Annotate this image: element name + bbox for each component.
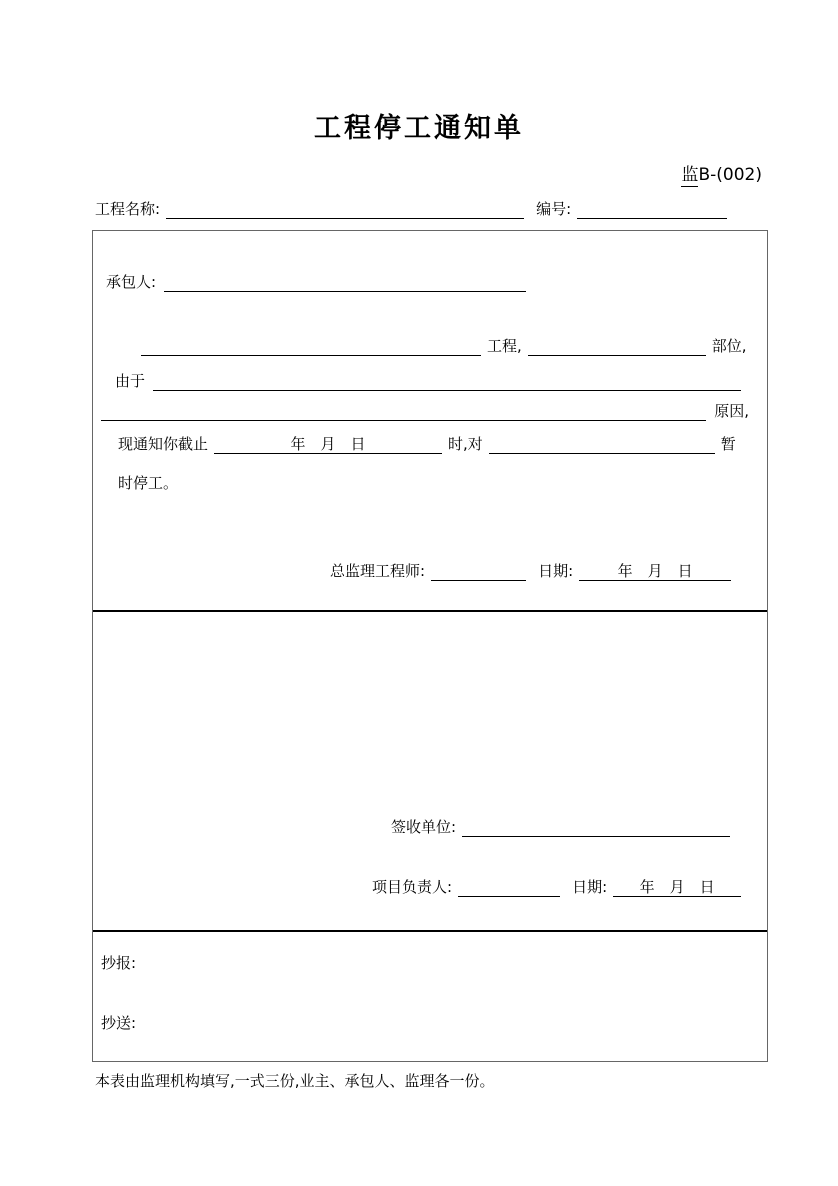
project-name-blank xyxy=(166,199,524,219)
copy-report-label: 抄报: xyxy=(101,954,137,972)
receiving-unit-blank xyxy=(462,817,730,837)
suspend-target-blank xyxy=(489,434,715,454)
time-infix: 时,对 xyxy=(448,435,483,453)
header-row xyxy=(95,199,727,219)
deadline-date-blank: 年 月 日 xyxy=(214,434,442,454)
reason-suffix: 原因, xyxy=(714,402,749,420)
chief-engineer-row xyxy=(330,561,731,581)
receiving-unit-row xyxy=(391,817,730,837)
suspend-wrap-text: 时停工。 xyxy=(118,474,179,492)
receipt-section xyxy=(93,612,767,932)
suspend-tail: 暂 xyxy=(720,435,736,453)
part-blank xyxy=(528,336,706,356)
number-label: 编号: xyxy=(536,200,572,218)
contractor-blank xyxy=(164,272,526,292)
page-title: 工程停工通知单 xyxy=(314,113,524,144)
because-row xyxy=(115,371,741,391)
chief-engineer-blank xyxy=(431,561,526,581)
copy-send-label: 抄送: xyxy=(101,1014,137,1032)
receipt-date-blank: 年 月 日 xyxy=(613,877,741,897)
notice-row xyxy=(118,434,736,454)
footer-note: 本表由监理机构填写,一式三份,业主、承包人、监理各一份。 xyxy=(95,1072,495,1090)
notice-date-blank: 年 月 日 xyxy=(579,561,731,581)
copies-section xyxy=(93,932,767,1059)
number-blank xyxy=(577,199,727,219)
contractor-row xyxy=(106,272,526,292)
because-label: 由于 xyxy=(115,372,146,390)
because-blank xyxy=(153,371,741,391)
form-code-rest: B-(002) xyxy=(698,165,762,185)
project-manager-row xyxy=(372,877,741,897)
suspend-wrap-row xyxy=(118,473,178,493)
receiving-unit-label: 签收单位: xyxy=(391,818,457,836)
engineering-blank xyxy=(141,336,481,356)
form-code xyxy=(681,160,762,185)
copy-report-row xyxy=(101,953,136,973)
project-manager-label: 项目负责人: xyxy=(372,878,453,896)
receipt-date-label: 日期: xyxy=(572,878,608,896)
engineering-suffix: 工程, xyxy=(487,337,522,355)
part-suffix: 部位, xyxy=(711,337,747,355)
notice-section xyxy=(93,231,767,612)
reason-row xyxy=(101,401,749,421)
notice-prefix: 现通知你截止 xyxy=(118,435,209,453)
notice-date-label: 日期: xyxy=(538,562,574,580)
form-box xyxy=(92,230,768,1062)
chief-engineer-label: 总监理工程师: xyxy=(330,562,426,580)
project-manager-blank xyxy=(458,877,560,897)
reason-blank xyxy=(101,401,706,421)
project-name-label: 工程名称: xyxy=(95,200,161,218)
form-code-prefix: 监 xyxy=(681,165,699,185)
engineering-part-row xyxy=(141,336,747,356)
contractor-label: 承包人: xyxy=(106,273,157,291)
copy-send-row xyxy=(101,1013,136,1033)
